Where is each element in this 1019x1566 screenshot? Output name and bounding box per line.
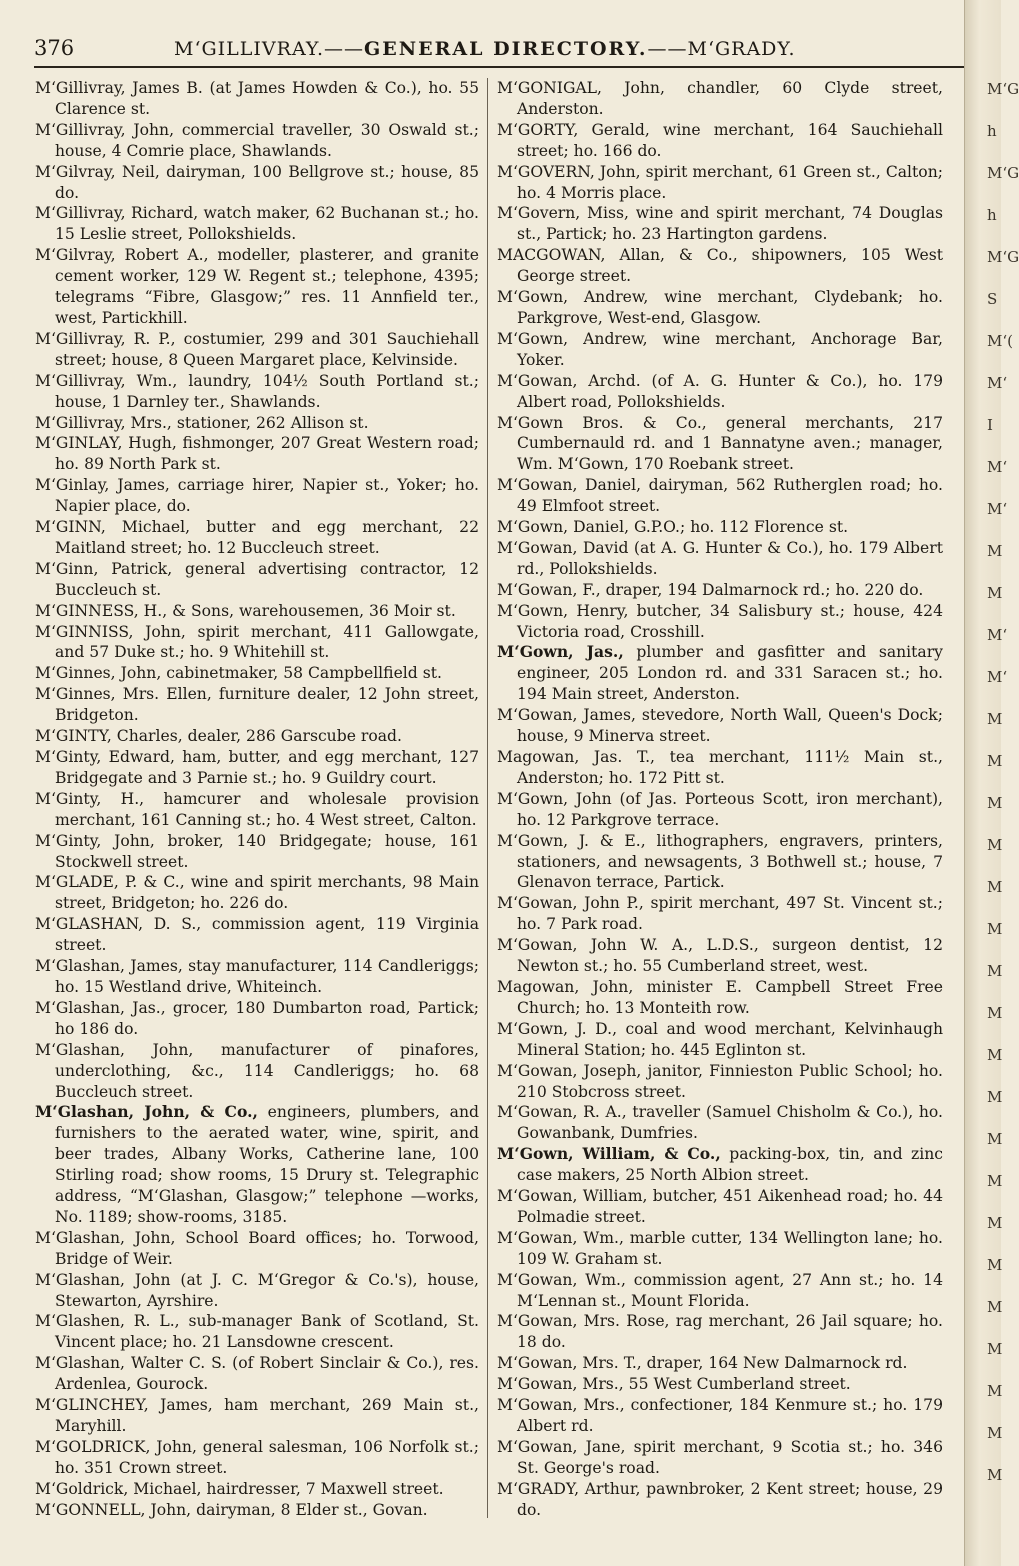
directory-entry (497, 1061, 943, 1103)
entry-text: M‘GORTY, Gerald, wine merchant, 164 Sauchiehall street; ho. 166 do. (497, 120, 943, 160)
directory-entry (497, 517, 943, 538)
directory-entry (35, 684, 479, 726)
entry-text: engineers, plumbers, and furnishers to the aerated water, wine, spirit, and beer trades, Albany Works, Catherine lane, 100 Stirling road; show rooms, 15 Drury st. Telegraphic address, “M‘Glashan, Glasgow;” telephone —works, No. 1189; show-rooms, 3185. (55, 1103, 479, 1226)
entry-text: M‘Gowan, Archd. (of A. G. Hunter & Co.), ho. 179 Albert road, Pollokshields. (497, 371, 943, 411)
entry-text: M‘Gown, Henry, butcher, 34 Salisbury st.; house, 424 Victoria road, Crosshill. (497, 601, 943, 641)
entry-text: M‘Glashen, R. L., sub-manager Bank of Scotland, St. Vincent place; ho. 21 Lansdowne crescent. (35, 1312, 479, 1352)
directory-entry (497, 1270, 943, 1312)
entry-text: M‘Gillivray, Richard, watch maker, 62 Buchanan st.; ho. 15 Leslie street, Pollokshields. (35, 204, 479, 244)
entry-text: M‘Gown, John (of Jas. Porteous Scott, iron merchant), ho. 12 Parkgrove terrace. (497, 789, 943, 829)
directory-entry (497, 245, 943, 287)
directory-entry (35, 559, 479, 601)
spine-fragment: M (987, 1004, 1003, 1022)
directory-entry (35, 1228, 479, 1270)
directory-entry (497, 1019, 943, 1061)
spine-fragment: M (987, 1298, 1003, 1316)
spine-fragment: M‘G (987, 164, 1019, 182)
directory-entry (497, 1311, 943, 1353)
directory-entry (35, 162, 479, 204)
entry-text: M‘Glashan, Jas., grocer, 180 Dumbarton road, Partick; ho 186 do. (35, 998, 479, 1038)
spine-fragment: M‘ (987, 500, 1008, 518)
spine-fragment: M‘ (987, 626, 1008, 644)
entry-text: M‘Gowan, James, stevedore, North Wall, Queen's Dock; house, 9 Minerva street. (497, 706, 943, 746)
entry-text: Magowan, Jas. T., tea merchant, 111½ Main st., Anderston; ho. 172 Pitt st. (497, 748, 943, 787)
entry-text: M‘Ginty, John, broker, 140 Bridgegate; house, 161 Stockwell street. (35, 831, 479, 871)
directory-entry (35, 1500, 479, 1521)
entry-text: M‘GOVERN, John, spirit merchant, 61 Green st., Calton; ho. 4 Morris place. (497, 162, 943, 202)
directory-entry (497, 120, 943, 162)
entry-bold-name: M‘Glashan, John, & Co., (35, 1102, 258, 1122)
directory-entry (497, 1395, 943, 1437)
directory-entry (497, 1374, 943, 1395)
entry-text: M‘Ginty, H., hamcurer and wholesale provision merchant, 161 Canning st.; ho. 4 West street, Calton. (35, 789, 479, 829)
entry-text: M‘Gilvray, Neil, dairyman, 100 Bellgrove st.; house, 85 do. (35, 162, 479, 202)
entry-text: M‘Gowan, F., draper, 194 Dalmarnock rd.; ho. 220 do. (497, 580, 924, 599)
running-title-right: ——M‘GRADY. (647, 38, 796, 60)
directory-entry (497, 789, 943, 831)
directory-entry (497, 203, 943, 245)
directory-entry (35, 1270, 479, 1312)
directory-entry (497, 78, 943, 120)
page-number: 376 (34, 36, 75, 60)
entry-text: M‘GINNISS, John, spirit merchant, 411 Gallowgate, and 57 Duke st.; ho. 9 Whitehill st. (35, 622, 479, 662)
entry-text: M‘GINLAY, Hugh, fishmonger, 207 Great Western road; ho. 89 North Park st. (35, 434, 479, 474)
entry-text: M‘Gown, Andrew, wine merchant, Clydebank; ho. Parkgrove, West-end, Glasgow. (497, 288, 943, 327)
directory-entry (497, 287, 943, 329)
entry-text: M‘Gown, J. D., coal and wood merchant, Kelvinhaugh Mineral Station; ho. 445 Eglinton st. (497, 1019, 943, 1059)
directory-entry (35, 622, 479, 664)
entry-text: M‘Glashan, John, School Board offices; ho. Torwood, Bridge of Weir. (35, 1228, 479, 1268)
entry-text: M‘Gillivray, Mrs., stationer, 262 Allison st. (35, 413, 369, 432)
directory-entry (35, 914, 479, 956)
entry-bold-name: M‘Gown, Jas., (497, 642, 624, 662)
spine-fragment: M (987, 878, 1003, 896)
spine-fragment: M (987, 1466, 1003, 1484)
directory-entry (35, 1040, 479, 1103)
entry-text: M‘GOLDRICK, John, general salesman, 106 Norfolk st.; ho. 351 Crown street. (35, 1437, 479, 1477)
entry-text: packing-box, tin, and zinc case makers, 25 North Albion street. (517, 1145, 943, 1185)
directory-entry (35, 998, 479, 1040)
spine-fragment: M (987, 1214, 1003, 1232)
spine-fragment: M (987, 962, 1003, 980)
adjacent-page-edge (964, 0, 1019, 1566)
spine-fragment: M (987, 1088, 1003, 1106)
directory-entry (497, 893, 943, 935)
right-column (497, 78, 943, 1518)
spine-fragment: M (987, 710, 1003, 728)
spine-fragment: M (987, 794, 1003, 812)
directory-entry (35, 1395, 479, 1437)
directory-entry (35, 475, 479, 517)
directory-entry (35, 789, 479, 831)
entry-text: M‘Gown, J. & E., lithographers, engravers, printers, stationers, and newsagents, 3 Bothwell st.; house, 7 Glenavon terrace, Partick. (497, 831, 943, 892)
entry-text: plumber and gasfitter and sanitary engineer, 205 London rd. and 331 Saracen st.; ho. 194 Main street, Anderston. (517, 643, 943, 704)
entry-text: M‘Gowan, Joseph, janitor, Finnieston Public School; ho. 210 Stobcross street. (497, 1061, 943, 1101)
entry-bold-name: M‘Gown, William, & Co., (497, 1144, 721, 1164)
spine-fragment: M‘ (987, 668, 1008, 686)
entry-text: M‘Gowan, Wm., commission agent, 27 Ann st.; ho. 14 M‘Lennan st., Mount Florida. (497, 1270, 943, 1310)
entry-text: MACGOWAN, Allan, & Co., shipowners, 105 West George street. (497, 246, 943, 286)
entry-text: M‘Ginnes, John, cabinetmaker, 58 Campbellfield st. (35, 664, 442, 683)
spine-fragment: I (987, 416, 993, 434)
directory-entry (35, 203, 479, 245)
directory-entry (497, 1186, 943, 1228)
spine-fragment: M‘ (987, 374, 1008, 392)
directory-entry (497, 601, 943, 643)
spine-fragment: M (987, 584, 1003, 602)
entry-text: M‘Gowan, Jane, spirit merchant, 9 Scotia st.; ho. 346 St. George's road. (497, 1437, 943, 1477)
directory-entry (35, 726, 479, 747)
entry-text: M‘Goldrick, Michael, hairdresser, 7 Maxwell street. (35, 1479, 444, 1498)
entry-text: M‘GLINCHEY, James, ham merchant, 269 Main st., Maryhill. (35, 1396, 479, 1435)
spine-fragment: M (987, 1340, 1003, 1358)
directory-entry (497, 977, 943, 1019)
directory-entry (35, 245, 479, 329)
entry-text: M‘Gowan, John W. A., L.D.S., surgeon dentist, 12 Newton st.; ho. 55 Cumberland street, west. (497, 936, 943, 976)
entry-text: M‘Gillivray, John, commercial traveller, 30 Oswald st.; house, 4 Comrie place, Shawlands. (35, 120, 479, 160)
entry-text: M‘Ginlay, James, carriage hirer, Napier st., Yoker; ho. Napier place, do. (35, 476, 479, 516)
entry-text: M‘GONIGAL, John, chandler, 60 Clyde street, Anderston. (497, 79, 943, 118)
directory-entry (497, 329, 943, 371)
directory-entry (35, 78, 479, 120)
spine-fragment: M (987, 836, 1003, 854)
directory-entry (35, 872, 479, 914)
directory-entry (35, 1479, 479, 1500)
spine-fragment: M (987, 542, 1003, 560)
directory-entry (35, 433, 479, 475)
spine-fragment: M (987, 1130, 1003, 1148)
entry-text: M‘GINN, Michael, butter and egg merchant, 22 Maitland street; ho. 12 Buccleuch street. (35, 518, 479, 557)
entry-text: M‘Gowan, Wm., marble cutter, 134 Wellington lane; ho. 109 W. Graham st. (497, 1228, 943, 1268)
entry-text: M‘Gowan, Mrs. Rose, rag merchant, 26 Jail square; ho. 18 do. (497, 1312, 943, 1352)
entry-text: M‘Ginty, Edward, ham, butter, and egg merchant, 127 Bridgegate and 3 Parnie st.; ho. 9 Guildry court. (35, 748, 479, 787)
directory-entry (497, 831, 943, 894)
entry-text: M‘Glashan, James, stay manufacturer, 114 Candleriggs; ho. 15 Westland drive, Whiteinch. (35, 957, 479, 996)
directory-entry (497, 475, 943, 517)
directory-entry (497, 642, 943, 705)
entry-text: M‘Ginn, Patrick, general advertising contractor, 12 Buccleuch st. (35, 559, 479, 599)
entry-text: M‘GLASHAN, D. S., commission agent, 119 Virginia street. (35, 915, 479, 955)
directory-entry (35, 663, 479, 684)
directory-entry (35, 956, 479, 998)
entry-text: M‘Gowan, Mrs., confectioner, 184 Kenmure st.; ho. 179 Albert rd. (497, 1396, 943, 1435)
directory-entry (35, 747, 479, 789)
directory-entry (497, 1437, 943, 1479)
directory-entry (497, 935, 943, 977)
directory-entry (497, 580, 943, 601)
running-title-left: M‘GILLIVRAY.—— (174, 38, 365, 60)
directory-entry (35, 1102, 479, 1227)
directory-entry (497, 1353, 943, 1374)
directory-entry (497, 162, 943, 204)
entry-text: M‘Gillivray, R. P., costumier, 299 and 301 Sauchiehall street; house, 8 Queen Margaret place, Kelvinside. (35, 329, 479, 369)
spine-fragment: M (987, 1382, 1003, 1400)
spine-fragment: h (987, 122, 997, 140)
spine-fragment: M (987, 752, 1003, 770)
entry-text: M‘Govern, Miss, wine and spirit merchant, 74 Douglas st., Partick; ho. 23 Hartington gardens. (497, 204, 943, 244)
spine-fragment: M‘( (987, 332, 1013, 350)
spine-fragment: M (987, 1256, 1003, 1274)
spine-fragment: M‘G (987, 80, 1019, 98)
running-title-middle: GENERAL DIRECTORY. (364, 38, 648, 60)
directory-entry (35, 371, 479, 413)
directory-entry (35, 1437, 479, 1479)
entry-text: M‘Gowan, Mrs., 55 West Cumberland street. (497, 1375, 851, 1394)
entry-text: M‘GRADY, Arthur, pawnbroker, 2 Kent street; house, 29 do. (497, 1479, 943, 1519)
spine-fragment: S (987, 290, 998, 308)
directory-entry (497, 1479, 943, 1521)
spine-fragment: h (987, 206, 997, 224)
directory-entry (497, 1102, 943, 1144)
entry-text: M‘Gown Bros. & Co., general merchants, 217 Cumbernauld rd. and 1 Bannatyne aven.; manager, Wm. M‘Gown, 170 Roebank street. (497, 413, 943, 474)
spine-fragment: M (987, 1172, 1003, 1190)
entry-text: M‘Gowan, Mrs. T., draper, 164 New Dalmarnock rd. (497, 1354, 908, 1373)
entry-text: M‘Gowan, R. A., traveller (Samuel Chisholm & Co.), ho. Gowanbank, Dumfries. (497, 1103, 943, 1143)
directory-entry (497, 371, 943, 413)
directory-entry (35, 831, 479, 873)
entry-text: M‘Gowan, William, butcher, 451 Aikenhead road; ho. 44 Polmadie street. (497, 1187, 943, 1226)
entry-text: M‘GONNELL, John, dairyman, 8 Elder st., Govan. (35, 1500, 428, 1519)
directory-entry (35, 1311, 479, 1353)
entry-text: M‘GINTY, Charles, dealer, 286 Garscube road. (35, 727, 402, 746)
entry-text: M‘Glashan, John (at J. C. M‘Gregor & Co.'s), house, Stewarton, Ayrshire. (35, 1270, 479, 1310)
left-column (35, 78, 479, 1518)
directory-entry (35, 329, 479, 371)
entry-text: M‘Gowan, David (at A. G. Hunter & Co.), ho. 179 Albert rd., Pollokshields. (497, 538, 943, 578)
directory-entry (497, 1144, 943, 1186)
running-title (174, 38, 796, 60)
directory-entry (35, 413, 479, 434)
entry-text: M‘Gowan, Daniel, dairyman, 562 Rutherglen road; ho. 49 Elmfoot street. (497, 476, 943, 516)
directory-entry (497, 705, 943, 747)
entry-text: M‘Gillivray, James B. (at James Howden & Co.), ho. 55 Clarence st. (35, 79, 479, 118)
directory-entry (497, 747, 943, 789)
entry-text: M‘GINNESS, H., & Sons, warehousemen, 36 Moir st. (35, 601, 456, 620)
directory-entry (497, 413, 943, 476)
spine-fragment: M‘G (987, 248, 1019, 266)
entry-text: M‘Gowan, John P., spirit merchant, 497 St. Vincent st.; ho. 7 Park road. (497, 894, 943, 934)
entry-text: M‘Gown, Andrew, wine merchant, Anchorage Bar, Yoker. (497, 329, 943, 369)
spine-fragment: M (987, 1046, 1003, 1064)
directory-entry (35, 1353, 479, 1395)
entry-text: M‘Gilvray, Robert A., modeller, plasterer, and granite cement worker, 129 W. Regent st.; telephone, 4395; telegrams “Fibre, Glasgow;” res. 11 Annfield ter., west, Partickhill. (35, 246, 479, 327)
entry-text: M‘Glashan, John, manufacturer of pinafores, underclothing, &c., 114 Candleriggs; ho. 68 Buccleuch street. (35, 1040, 479, 1101)
directory-entry (35, 601, 479, 622)
directory-entry (35, 120, 479, 162)
directory-entry (35, 517, 479, 559)
column-divider (487, 78, 488, 1518)
running-header (34, 36, 969, 68)
spine-fragment: M (987, 920, 1003, 938)
entry-text: M‘GLADE, P. & C., wine and spirit merchants, 98 Main street, Bridgeton; ho. 226 do. (35, 873, 479, 913)
spine-fragment: M (987, 1424, 1003, 1442)
entry-text: M‘Ginnes, Mrs. Ellen, furniture dealer, 12 John street, Bridgeton. (35, 685, 479, 725)
spine-fragment: M‘ (987, 458, 1008, 476)
entry-text: M‘Glashan, Walter C. S. (of Robert Sinclair & Co.), res. Ardenlea, Gourock. (35, 1354, 479, 1394)
entry-text: Magowan, John, minister E. Campbell Street Free Church; ho. 13 Monteith row. (497, 977, 943, 1017)
entry-text: M‘Gillivray, Wm., laundry, 104½ South Portland st.; house, 1 Darnley ter., Shawlands. (35, 371, 479, 411)
directory-entry (497, 1228, 943, 1270)
directory-entry (497, 538, 943, 580)
entry-text: M‘Gown, Daniel, G.P.O.; ho. 112 Florence st. (497, 518, 849, 537)
